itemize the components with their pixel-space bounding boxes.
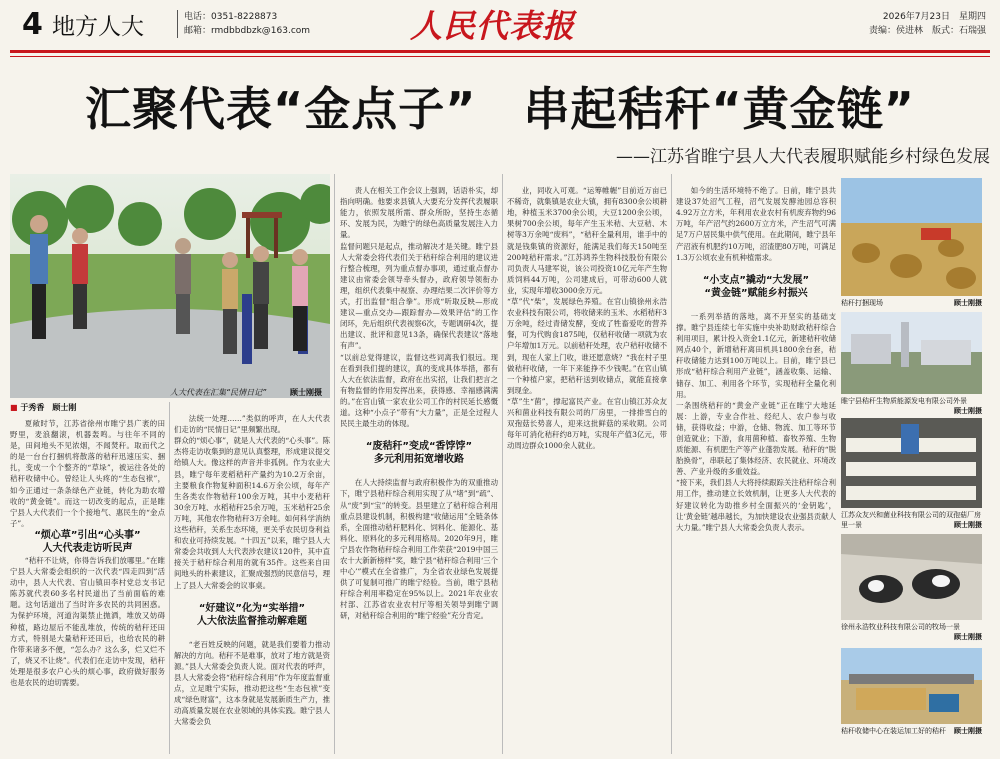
masthead-rule-thin xyxy=(10,56,990,57)
column-divider xyxy=(502,174,503,754)
side-photo-power-plant xyxy=(841,312,982,394)
main-photo xyxy=(10,174,330,398)
column-divider xyxy=(334,174,335,754)
side-caption-4: 徐州永浩牧业科技有限公司的牧场一景 顾士刚摄 xyxy=(841,623,982,641)
paragraph-col2b: “老百姓反映的问题，就是我们要着力推动解决的方向。秸秆不是难事，放对了地方就是资源。”县人大常委会负责人说。面对代表的呼声，县人大常委会将“秸秆综合利用”作为年度监督重点，立足睢宁实际，推动把这些“生态包袱”变成“绿色财富”，这本身就是发展新质生产力，推动高质量发展在农业领域的具体实践。睢宁县人大常委会负 xyxy=(174,639,330,727)
email: 邮箱：rmdbbdbzk@163.com xyxy=(184,26,311,36)
phone: 电话：0351-8228873 xyxy=(184,12,278,22)
column-1 xyxy=(10,402,165,754)
photo-caption: 人大代表在汇集“民情日记” xyxy=(170,388,267,397)
paragraph-col5b: 一系列举措的落地，离不开坚实的基础支撑。睢宁县连续七年实施中央补助财政秸秆综合利用项目，累计投入资金1.1亿元，新建秸秆收储网点40个，新增秸秆离田机具1800余台套，秸秆收储能力达到100万吨以上。目前，睢宁县已形成“秸秆综合利用产业链”，涵盖收集、运输、储存、加工、利用各个环节，实现秸秆全量化利用。 一条围绕秸秆的“黄金产业链”正在睢宁大地延展：上游，专业合作社、经纪人、农户参与收储，获得收益；中游，仓储、物流、加工等环节创造就业；下游，食用菌种植、畜牧养殖、生物质能源、有机肥生产等产业蓬勃发展。秸秆的“脱胎换骨”，串联起了集体经济、农民就业、环境改善、产业升级的多重效益。 “接下来，我们县人大将持续跟踪关注秸秆综合利用工作，推动建立长效机制，让更多人大代表的好建议转化为助推乡村全面振兴的‘金钥匙’，让‘黄金链’越串越长，为加快建设农业强县贡献人大力量。”睢宁县人大常委会负责人表示。 xyxy=(676,311,836,532)
photo-credit: 顾士刚摄 xyxy=(290,388,322,397)
column-divider xyxy=(671,174,672,754)
headline: 汇聚代表“金点子” 串起秸秆“黄金链” xyxy=(85,82,915,136)
side-caption-2: 睢宁县秸秆生物质能源发电有限公司外景 顾士刚摄 xyxy=(841,397,982,415)
paragraph-col3b: 在人大持续监督与政府积极作为的双重推动下，睢宁县秸秆综合利用实现了从“堵”到“疏”、从“废”到“宝”的转变。县里建立了秸秆综合利用重点县建设机制，积极构建“收储运用”全链条体系，全面推动秸秆肥料化、饲料化、能源化、基料化、原料化的多元利用格局。2020年9月，睢宁县农作物秸秆综合利用工作荣获“2019中国三农十大新新榜样”奖，睢宁县“秸秆综合利用‘三个中心’”模式在全省推广，为全省农业绿色发展提供了可复制可推广的睢宁经验。当前，睢宁县秸秆综合利用率稳定在95%以上。2021年农业农村部、江苏省农业农村厅等相关领导到睢宁调研，对秸秆综合利用的“睢宁经验”充分肯定。 xyxy=(340,478,498,621)
paragraph-col2: 法统一处理……”类似的呼声，在人大代表们走访的“民情日记”里频繁出现。 群众的“烦心事”，就是人大代表的“心头事”。陈杰将走访收集到的意见认真整理，形成建议提交给镇人大。像这样的声音并非孤例。作为农业大县，睢宁每年麦稻秸秆产量约为10.2万余亩，主要粮食作物复种面积14.6万余公顷，每年产生各类农作物秸秆100余万吨，其中小麦秸秆30余万吨、水稻秸秆25余万吨，玉米秸秆25余万吨，其他农作物秸秆3万余吨。如何科学消纳这些秸秆，关系生态环境，更关乎农民切身利益和农业可持续发展。“十四五”以来，睢宁县人大常委会共收到人大代表涉农建议120件，其中直接关于秸秆综合利用的就有35件。这些来自田间地头的朴素建议，汇聚成强烈的民意信号，理上了县人大常委会的议事桌。 xyxy=(174,414,330,590)
section-heading-3: “废秸秆”变成“香饽饽” 多元利用拓宽增收路 xyxy=(365,441,473,466)
section-title: 地方人大 xyxy=(52,14,144,40)
page-number: 4 xyxy=(22,7,43,42)
paragraph-col4: 业，同收入可观。“运筹帷幄”目前近万亩已不稀奇，就集镇是农业大镇，拥有8300余公顷耕地，种植玉米3700余公顷，大豆1200余公顷，果树700余公顷，每年产生玉米秸、大豆秸、木树等3万余吨“废料”，“秸秆全量利用，谁手中的就是钱集镇的资源好，能满足我们每天150吨至200吨秸秆需求。”江苏鸿养生物科技股份有限公司负责人马建军说，该公司投资10亿元年产生物质饲料44万吨，公司建成后，可带动600人就业，实现年增收3000余万元。 “草”代“柴”，发展绿色养殖。在官山镇徐州永浩农业科技有限公司，将收储来的玉米、水稻秸秆3万余吨，经过青储发酵，变成了牲畜爱吃的营养餐，可为代购食1875吨，仅秸秆收储一项就为农户年增加1万元。以前秸秆处理，农户秸秆收储不到，现在人家上门收，谁还愿意烧？“我在村子里做秸秆收储，一年下来能挣不少钱呢。”在官山镇一个种植户家，把秸秆送到收储点，就能直接拿到现金。 “草”生“菌”，撑起富民产业。在官山镇江苏众友兴和菌业科技有限公司的厂房里，一排排雪白的双孢菇长势喜人，迎来这批鲜菇的采收期。公司每年可消化秸秆约8万吨，实现年产值3亿元，带动周边群众1000余人就业。 xyxy=(507,186,667,451)
issue-date: 2026年7月23日 星期四 xyxy=(882,12,986,22)
newspaper-logo: 人民代表报 xyxy=(410,7,576,45)
column-3 xyxy=(340,174,498,754)
byline-marker: ■ xyxy=(10,403,18,412)
section-heading-5: “小支点”撬动“大发展” “黄金链”赋能乡村振兴 xyxy=(702,274,810,299)
section-heading-2: “好建议”化为“实举措” 人大依法监督推动解难题 xyxy=(197,602,307,627)
column-5 xyxy=(676,174,836,754)
subheadline: ——江苏省睢宁县人大代表履职赋能乡村绿色发展 xyxy=(616,147,990,167)
masthead-rule xyxy=(10,50,990,53)
side-caption-1: 秸秆打捆现场 顾士刚摄 xyxy=(841,299,982,307)
paragraph-intro: 夏敞时节，江苏省徐州市睢宁县广袤的田野里，麦浪翻滚，机器轰鸣。与往年不同的是，田间地头不见浓烟，不闻焚秆。取而代之的是一台台打捆机将散落的秸秆迅速压实、捆扎，变成一个个整齐的“草垛”，被运往各处的秸秆收储中心。曾经让人头疼的“生态包袱”，如今正通过一条条绿色产业链，转化为助农增收的“黄金链”。而这一切改变的起点，正是睢宁县人大代表们一个个接地气、惠民生的“金点子”。 xyxy=(10,419,165,528)
paragraph-col1b: “秸秆不让烧，你得告诉我们放哪里。”在睢宁县人大常委会组织的一次代表“四走四到”活动中，县人大代表、官山镇田李村党总支书记陈苏就代表60多名村民道出了当前面临的难题。这句话道出了当时许多农民的共同困惑。为保护环境，河道沟渠禁止抛洒，堆放又妨碍种植，路边屋后不能乱堆放，传统的秸秆还田方式，特别是大量秸秆还田后，也给农民的耕作带来诸多不便，“怎么办？这么多，烂又烂不了，烧又不让烧”。代表们在走访中发现，秸秆处理是很多农户心头的烦心事，政府做好服务也是农民的迫切需要。 xyxy=(10,555,165,687)
side-caption-5: 秸秆收储中心在装运加工好的秸秆 顾士刚摄 xyxy=(841,727,982,735)
side-photo-cattle xyxy=(841,534,982,620)
contact-info xyxy=(177,10,310,38)
column-divider xyxy=(169,402,170,754)
byline: ■ 于秀香 顾士刚 xyxy=(10,403,77,412)
side-photo-loading xyxy=(841,648,982,724)
editors: 责编：侯进林 版式：石瑞强 xyxy=(868,26,986,36)
section-heading-1: “烦心草”引出“心头事” 人大代表走访听民声 xyxy=(34,529,141,554)
side-photo-mushrooms xyxy=(841,418,982,508)
paragraph-col5: 如今的生活环境特不绝了。日前，睢宁县共建设37处沼气工程，沼气发展发酵池园总容积4.92万立方米，年利用农业农村有机废弃物约96万吨，年产沼气约2600万立方米，产生沼气可满足7万户居民集中供气使用。在此期间，睢宁县年产沼液有机肥约10万吨，沼渣肥80万吨，可满足1.3万公顷农业有机种植需求。 xyxy=(676,186,836,262)
column-4 xyxy=(507,174,667,754)
side-caption-3: 江苏众友兴和菌业科技有限公司的双孢菇厂房里一景 顾士刚摄 xyxy=(841,511,982,529)
side-photo-bales xyxy=(841,178,982,296)
issue-info xyxy=(869,10,986,38)
paragraph-col3: 责人在相关工作会议上强调，话语朴实，却指向明确。他要求县镇人大要充分发挥代表履职能力，依照发展所需、群众所盼，坚持生态循环、发展为民，为睢宁的绿色高质量发展注入力量。 监督问题只是起点，推动解决才是关键。睢宁县人大常委会将代表们关于秸秆综合利用的建议进行整合梳理，列为重点督办事项，通过重点督办建议由常委会领导牵头督办，政府领导领衔办理，组织代表集中视察、办理结果二次评价等方式，打出监督“组合拳”。形成“听取反映—形成建议—重点交办—跟踪督办—效果评估”的工作闭环，先后组织代表视察6次，专题调研4次，提出建议、批评和意见13条，确保代表建议“落地有声”。 “以前总觉得建议，监督这些词离我们很远。现在看到我们提的建议，真的变成具体举措，都有人大在依法监督，政府在出实招，让我们把言之有物监督的作用发挥出来，获得感、幸福感满满的。”在官山镇一家农业公司工作的村民延长感慨道。这种“小点子”带有“大力量”，正是全过程人民民主最生动的体现。 xyxy=(340,186,498,429)
column-2 xyxy=(174,402,330,754)
